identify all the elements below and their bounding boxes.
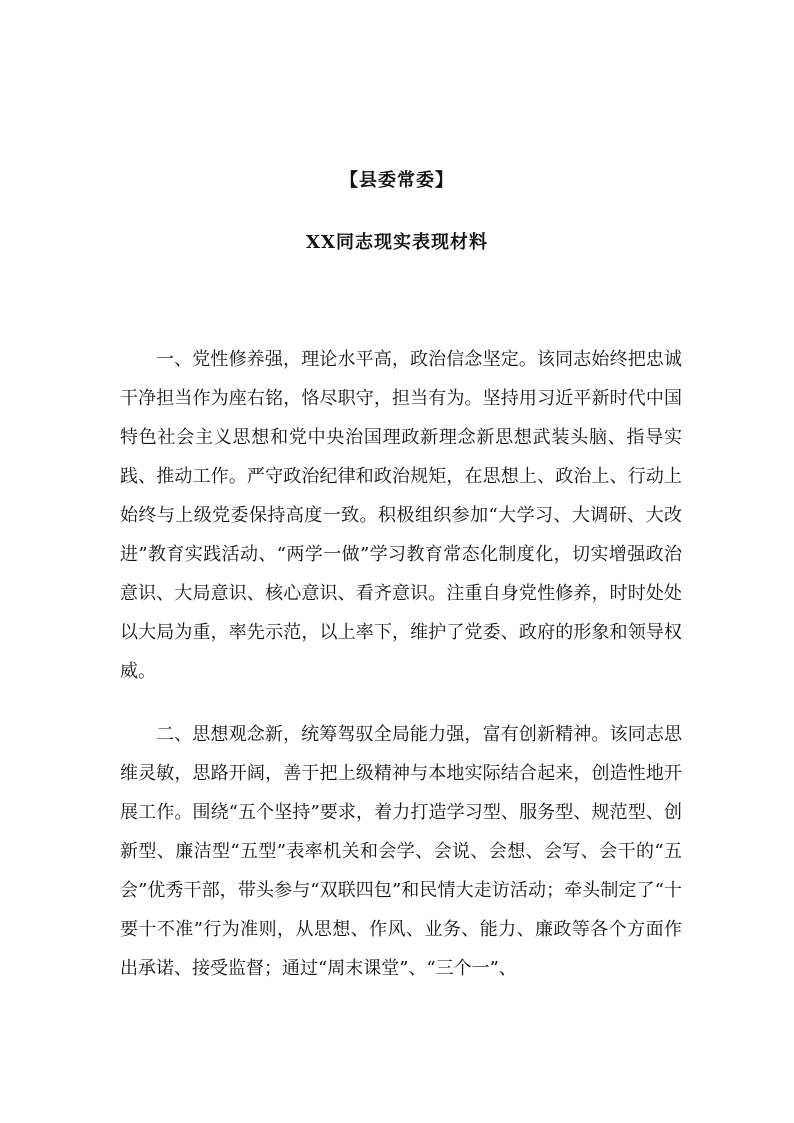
paragraph-1: 一、党性修养强，理论水平高，政治信念坚定。该同志始终把忠诚干净担当作为座右铭，恪尽职守，担当有为。坚持用习近平新时代中国特色社会主义思想和党中央治国理政新理念新思想武装头脑、指导实践、推动工作。严守政治纪律和政治规矩，在思想上、政治上、行动上始终与上级党委保持高度一致。积极组织参加“大学习、大调研、大改进”教育实践活动、“两学一做”学习教育常态化制度化，切实增强政治意识、大局意识、核心意识、看齐意识。注重自身党性修养，时时处处以大局为重，率先示范，以上率下，维护了党委、政府的形象和领导权威。: [120, 349, 682, 682]
paragraph-2: 二、思想观念新，统筹驾驭全局能力强，富有创新精神。该同志思维灵敏，思路开阔，善于把上级精神与本地实际结合起来，创造性地开展工作。围绕“五个坚持”要求，着力打造学习型、服务型、规范型、创新型、廉洁型“五型”表率机关和会学、会说、会想、会写、会干的“五会”优秀干部，带头参与“双联四包”和民情大走访活动；牵头制定了“十要十不准”行为准则，从思想、作风、业务、能力、廉政等各个方面作出承诺、接受监督；通过“周末课堂”、“三个一”、: [120, 724, 682, 979]
document-title: XX同志现实表现材料: [306, 232, 488, 253]
document-header: 【县委常委】: [340, 170, 454, 191]
